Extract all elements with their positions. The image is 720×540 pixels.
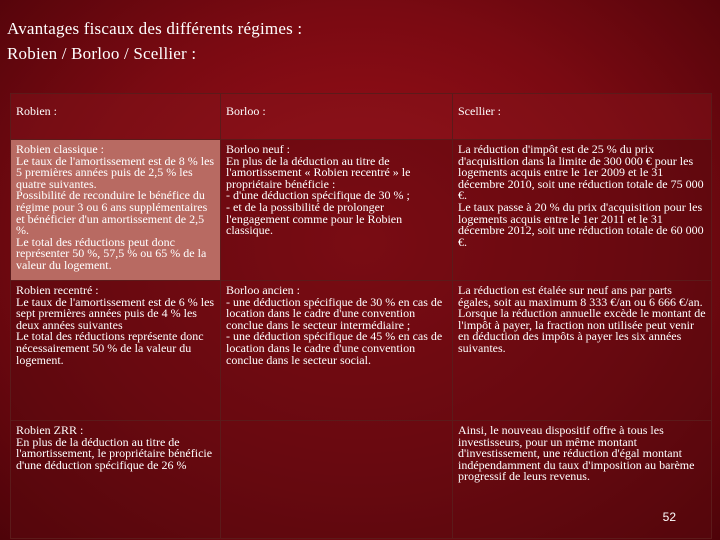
- table-row-1: [11, 140, 712, 281]
- cell-paragraph: Robien recentré :: [16, 283, 99, 297]
- header-scellier-label: Scellier :: [458, 104, 501, 118]
- cell-paragraph: Possibilité de reconduire le bénéfice du régime pour 3 ou 6 ans supplémentaires et bénéficier d'un amortissement de 2,5 %.: [16, 188, 208, 238]
- header-robien-label: Robien :: [16, 104, 57, 118]
- table-row-3: [11, 421, 712, 539]
- table-row-2: [11, 281, 712, 421]
- slide-title-line-2: Robien / Borloo / Scellier :: [7, 44, 197, 63]
- cell-borloo-ancien: [221, 281, 453, 421]
- cell-paragraph: Robien classique :: [16, 142, 104, 156]
- cell-paragraph: Lorsque la réduction annuelle excède le montant de l'impôt à payer, la fraction non utilisée peut venir en déduction des impôts à payer les six années suivantes.: [458, 306, 706, 355]
- table-header-row: [11, 94, 712, 140]
- cell-paragraph: La réduction d'impôt est de 25 % du prix d'acquisition dans la limite de 300 000 € pour les logements acquis entre le 1er 2009 et le 31 décembre 2010, soit une réduction totale de 75 000 €.: [458, 142, 704, 203]
- cell-paragraph: Le total des réductions peut donc représenter 50 %, 57,5 % ou 65 % de la valeur du logement.: [16, 234, 207, 272]
- cell-robien-zrr: [11, 421, 221, 539]
- cell-paragraph: - une déduction spécifique de 45 % en cas de location dans le cadre d'une convention conclue dans le secteur social.: [226, 329, 443, 367]
- cell-empty: [221, 421, 453, 539]
- cell-borloo-neuf: [221, 140, 453, 281]
- header-robien: [11, 94, 221, 140]
- slide-title: [7, 16, 707, 66]
- page-number: 52: [662, 510, 676, 524]
- cell-robien-recentre: [11, 281, 221, 421]
- comparison-table: [10, 93, 712, 539]
- header-borloo: [221, 94, 453, 140]
- cell-paragraph: Borloo neuf :: [226, 142, 290, 156]
- slide-title-line-1: Avantages fiscaux des différents régimes :: [7, 19, 303, 38]
- cell-robien-classique: [11, 140, 221, 281]
- cell-paragraph: En plus de la déduction au titre de l'amortissement « Robien recentré » le propriétaire bénéficie :: [226, 153, 411, 191]
- cell-paragraph: En plus de la déduction au titre de l'amortissement, le propriétaire bénéficie d'une déduction spécifique de 26 %: [16, 434, 213, 472]
- cell-paragraph: - et de la possibilité de prolonger l'engagement comme pour le Robien classique.: [226, 199, 403, 238]
- cell-paragraph: Borloo ancien :: [226, 283, 300, 297]
- cell-paragraph: Le taux de l'amortissement est de 6 % les sept premières années puis de 4 % les deux années suivantes: [16, 294, 215, 332]
- cell-paragraph: Le taux de l'amortissement est de 8 % les 5 premières années puis de 2,5 % les quatre suivantes.: [16, 153, 215, 191]
- cell-paragraph: Robien ZRR :: [16, 423, 84, 437]
- cell-paragraph: - d'une déduction spécifique de 30 % ;: [226, 188, 410, 203]
- cell-scellier-reduction: [453, 140, 712, 281]
- cell-paragraph: La réduction est étalée sur neuf ans par parts égales, soit au maximum 8 333 €/an ou 6 666 €/an.: [458, 283, 703, 309]
- cell-paragraph: - une déduction spécifique de 30 % en cas de location dans le cadre d'une convention conclue dans le secteur intermédiaire ;: [226, 294, 443, 332]
- cell-paragraph: Le taux passe à 20 % du prix d'acquisition pour les logements acquis entre le 1er 2011 et le 31 décembre 2012, soit une réduction totale de 60 000 €.: [458, 199, 704, 249]
- cell-paragraph: Le total des réductions représente donc nécessairement 50 % de la valeur du logement.: [16, 329, 204, 367]
- cell-scellier-etalement: [453, 281, 712, 421]
- cell-paragraph: Ainsi, le nouveau dispositif offre à tous les investisseurs, pour un même montant d'investissement, une réduction d'égal montant indépendamment du taux d'imposition au barème progressif de leurs revenus.: [458, 423, 695, 484]
- header-borloo-label: Borloo :: [226, 104, 266, 118]
- header-scellier: [453, 94, 712, 140]
